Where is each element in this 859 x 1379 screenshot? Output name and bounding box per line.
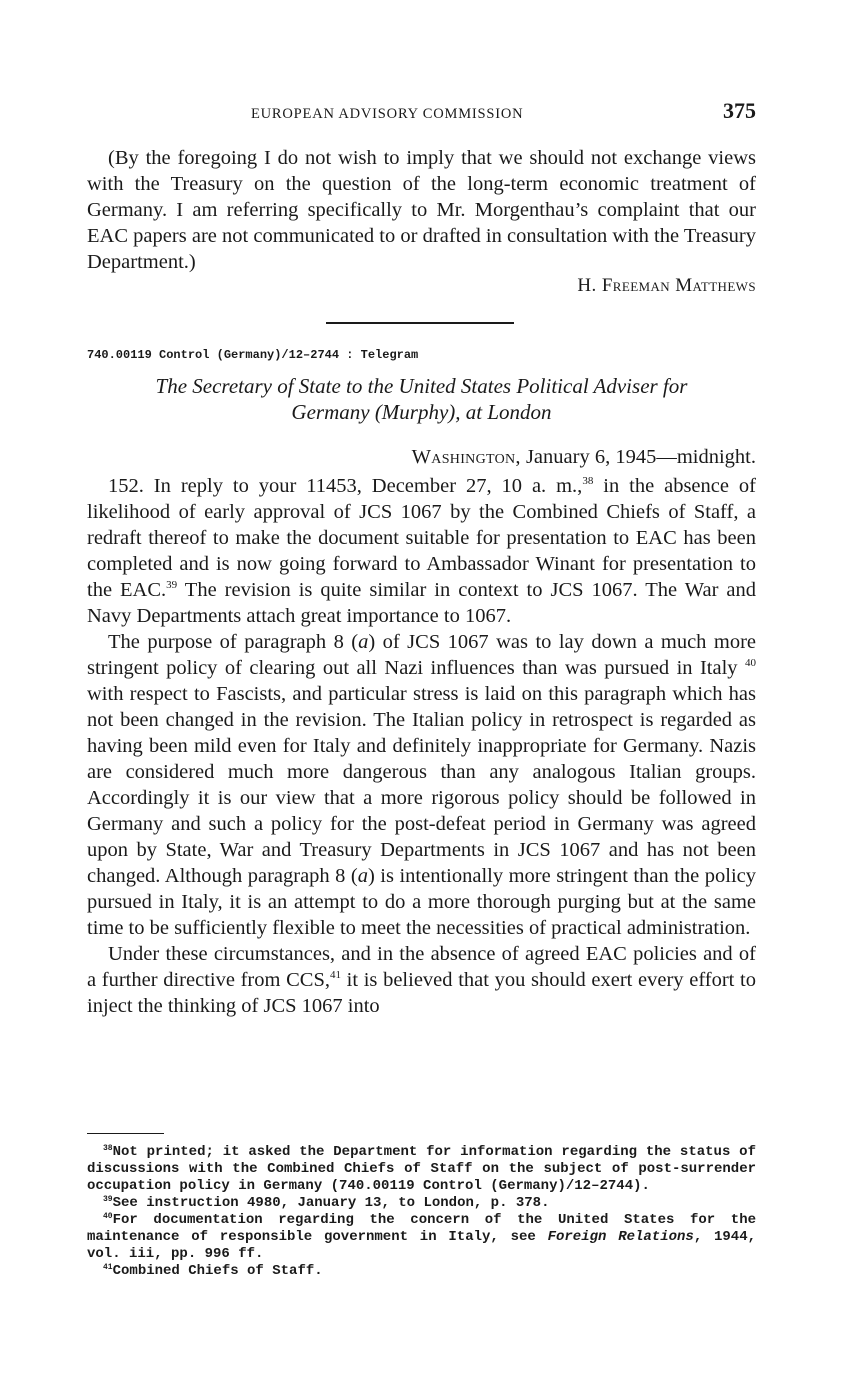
- italic-run: a: [358, 631, 369, 653]
- dateline: [412, 444, 756, 470]
- footnote-text: , 1944, vol. iii, pp. 996 ff.: [87, 1229, 757, 1262]
- telegram-body: [87, 473, 756, 1019]
- footnote-mark: 41: [103, 1263, 113, 1272]
- footnote-ref-38: 38: [582, 475, 594, 487]
- text-run: ) of JCS 1067 was to lay down a much more stringent policy of clearing out all Nazi influences than was pursued in Italy: [87, 631, 756, 679]
- footnote-41: [87, 1263, 756, 1280]
- body-paragraph-1: [87, 473, 756, 629]
- document-title-line-2: Germany (Murphy), at London: [291, 400, 552, 424]
- footnote-divider: [87, 1133, 164, 1134]
- text-run: ) is intentionally more stringent than the policy pursued in Italy, it is an attempt to do a more thorough purging but at the same time to be sufficiently flexible to meet the necessities of practical administration.: [87, 865, 756, 939]
- footnote-text: Combined Chiefs of Staff.: [112, 1263, 323, 1279]
- text-run: 152. In reply to your 11453, December 27, 10 a. m.,: [108, 475, 583, 497]
- footnotes: [87, 1144, 756, 1280]
- footnote-40: [87, 1212, 756, 1263]
- document-title-line-1: The Secretary of State to the United States Political Adviser for: [155, 374, 688, 398]
- body-paragraph-3: [87, 941, 756, 1019]
- footnote-text: Not printed; it asked the Department for information regarding the status of discussions with the Combined Chiefs of Staff on the subject of post-surrender occupation policy in Germany (740.00119 Control (Germany)/12–2744).: [87, 1144, 756, 1194]
- page-header: [87, 98, 756, 132]
- preliminary-paragraph-block: [87, 145, 756, 275]
- section-divider: [326, 322, 514, 324]
- footnote-mark: 40: [103, 1212, 113, 1221]
- text-run: it is believed that you should exert every effort to inject the thinking of JCS 1067 into: [87, 969, 756, 1017]
- footnote-ref-39: 39: [166, 579, 178, 591]
- preliminary-paragraph: (By the foregoing I do not wish to imply that we should not exchange views with the Treasury on the question of the long-term economic treatment of Germany. I am referring specifically to Mr. Morgenthau’s complaint that our EAC papers are not communicated to or drafted in consultation with the Treasury Department.): [87, 147, 756, 273]
- text-run: The revision is quite similar in context to JCS 1067. The War and Navy Departments attach great importance to 1067.: [87, 579, 756, 627]
- file-reference: 740.00119 Control (Germany)/12–2744 : Telegram: [87, 348, 419, 362]
- footnote-citation: Foreign Relations: [547, 1229, 694, 1245]
- footnote-ref-40: 40: [745, 657, 757, 669]
- italic-run: a: [357, 865, 368, 887]
- running-head: EUROPEAN ADVISORY COMMISSION: [251, 106, 524, 122]
- text-run: Under these circumstances, and in the absence of agreed EAC policies and of a further directive from CCS,: [87, 943, 756, 991]
- footnote-text: For documentation regarding the concern of the United States for the maintenance of responsible government in Italy, see: [87, 1212, 756, 1245]
- footnote-ref-41: 41: [330, 969, 341, 981]
- footnote-text: See instruction 4980, January 13, to London, p. 378.: [112, 1195, 550, 1211]
- dateline-place: Washington,: [411, 446, 521, 468]
- dateline-date: January 6, 1945—midnight.: [520, 446, 756, 468]
- footnote-mark: 38: [103, 1144, 113, 1153]
- document-title: [87, 373, 756, 425]
- footnote-38: [87, 1144, 756, 1195]
- footnote-mark: 39: [103, 1195, 113, 1204]
- text-run: with respect to Fascists, and particular stress is laid on this paragraph which has not been changed in the revision. The Italian policy in retrospect is regarded as having been mild even for Italy and definitely inappropriate for Germany. Nazis are considered much more dangerous than any analogous Italian groups. Accordingly it is our view that a more rigorous policy should be followed in Germany and such a policy for the post-defeat period in Germany was agreed upon by State, War and Treasury Departments in JCS 1067 and has not been changed. Although paragraph 8 (: [87, 683, 756, 887]
- page-number: 375: [723, 98, 756, 123]
- signature: H. Freeman Matthews: [577, 275, 756, 296]
- text-run: in the absence of likelihood of early approval of JCS 1067 by the Combined Chiefs of Staff, a redraft thereof to make the document suitable for presentation to EAC has been completed and is now going forward to Ambassador Winant for presentation to the EAC.: [87, 475, 756, 601]
- footnote-39: [87, 1195, 756, 1212]
- body-paragraph-2: [87, 629, 756, 941]
- text-run: The purpose of paragraph 8 (: [108, 631, 359, 653]
